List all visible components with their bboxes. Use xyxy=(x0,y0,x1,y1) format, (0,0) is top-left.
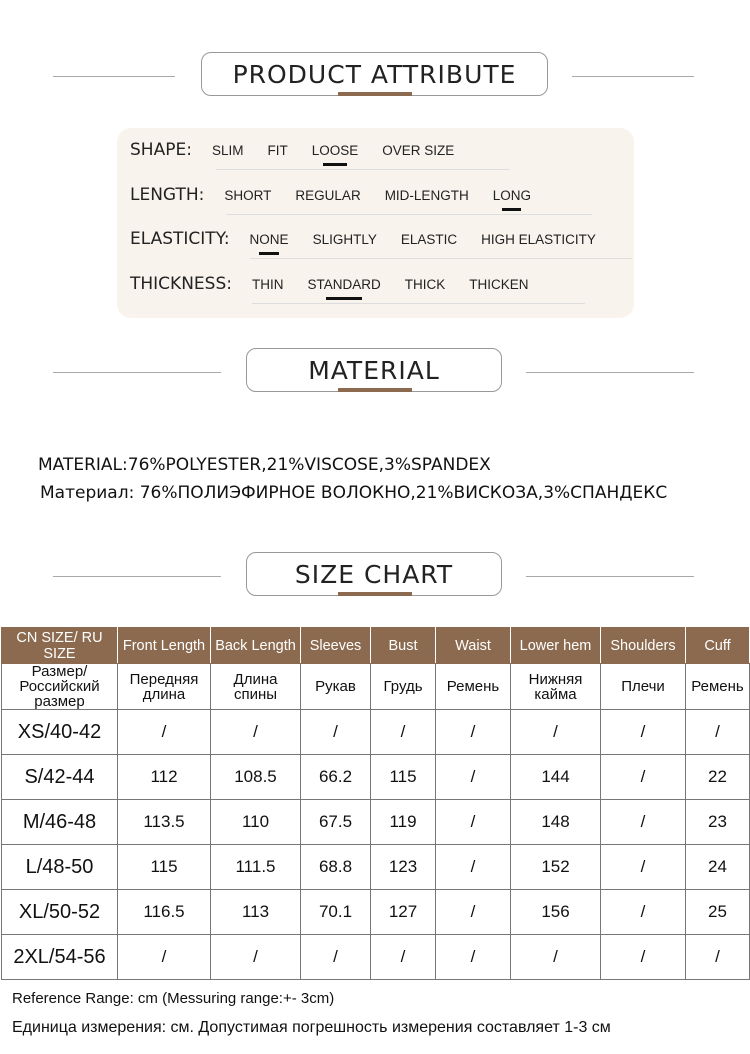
attribute-option: THICK xyxy=(404,277,446,292)
table-cell: / xyxy=(601,890,686,935)
attribute-option: SHORT xyxy=(224,188,272,203)
attribute-option: MID-LENGTH xyxy=(384,188,469,203)
attribute-option: LONG xyxy=(492,188,531,203)
table-cell: 23 xyxy=(686,800,750,845)
attribute-label: THICKNESS: xyxy=(130,274,232,294)
table-row xyxy=(2,845,750,890)
attribute-row xyxy=(130,274,541,304)
table-cell: / xyxy=(686,710,750,755)
attribute-option: ELASTIC xyxy=(400,232,458,247)
table-cell: 70.1 xyxy=(301,890,371,935)
table-row xyxy=(2,800,750,845)
header-row-ru xyxy=(2,664,750,710)
attribute-option: THIN xyxy=(251,277,284,292)
table-cell: Длина спины xyxy=(211,664,301,710)
table-row xyxy=(2,890,750,935)
table-cell: Back Length xyxy=(211,628,301,664)
table-cell: Shoulders xyxy=(601,628,686,664)
table-cell: Front Length xyxy=(118,628,211,664)
table-cell: 25 xyxy=(686,890,750,935)
table-cell: / xyxy=(686,935,750,980)
table-cell: XL/50-52 xyxy=(2,890,118,935)
attribute-label: ELASTICITY: xyxy=(130,229,230,249)
footer-ru: Единица измерения: см. Допустимая погрешность измерения составляет 1-3 см xyxy=(12,1019,611,1036)
table-cell: 113.5 xyxy=(118,800,211,845)
table-cell: Bust xyxy=(371,628,436,664)
attribute-label: LENGTH: xyxy=(130,185,205,205)
attribute-option: FIT xyxy=(267,143,288,158)
attribute-label: SHAPE: xyxy=(130,140,192,160)
table-cell: 127 xyxy=(371,890,436,935)
table-cell: / xyxy=(436,935,511,980)
table-cell: 22 xyxy=(686,755,750,800)
table-cell: 144 xyxy=(511,755,601,800)
footer-en: Reference Range: cm (Messuring range:+- 3cm) xyxy=(12,990,335,1007)
table-cell: / xyxy=(511,935,601,980)
table-cell: 116.5 xyxy=(118,890,211,935)
attribute-option: THICKEN xyxy=(469,277,529,292)
table-cell: / xyxy=(211,710,301,755)
table-cell: Lower hem xyxy=(511,628,601,664)
table-cell: 66.2 xyxy=(301,755,371,800)
material-ru: Материал: 76%ПОЛИЭФИРНОЕ ВОЛОКНО,21%ВИСКОЗА,3%СПАНДЕКС xyxy=(40,483,668,503)
section-material xyxy=(0,348,750,398)
table-cell: S/42-44 xyxy=(2,755,118,800)
table-cell: 119 xyxy=(371,800,436,845)
table-cell: / xyxy=(211,935,301,980)
table-cell: / xyxy=(301,935,371,980)
table-cell: / xyxy=(436,710,511,755)
material-en: MATERIAL:76%POLYESTER,21%VISCOSE,3%SPANDEX xyxy=(38,455,491,475)
table-cell: 152 xyxy=(511,845,601,890)
table-cell: / xyxy=(601,845,686,890)
table-cell: CN SIZE/ RU SIZE xyxy=(2,628,118,664)
table-cell: / xyxy=(601,935,686,980)
table-cell: 115 xyxy=(118,845,211,890)
attribute-option: OVER SIZE xyxy=(382,143,455,158)
attribute-panel xyxy=(117,128,634,318)
attribute-option: LOOSE xyxy=(311,143,359,158)
table-cell: / xyxy=(436,845,511,890)
section-size-chart xyxy=(0,552,750,602)
table-cell: Нижняя кайма xyxy=(511,664,601,710)
table-cell: Waist xyxy=(436,628,511,664)
attribute-option: REGULAR xyxy=(295,188,361,203)
table-cell: Ремень xyxy=(436,664,511,710)
attribute-option: SLIGHTLY xyxy=(312,232,377,247)
table-cell: / xyxy=(436,800,511,845)
table-cell: / xyxy=(436,755,511,800)
table-row xyxy=(2,710,750,755)
attribute-row xyxy=(130,140,466,170)
table-cell: Sleeves xyxy=(301,628,371,664)
attribute-option: HIGH ELASTICITY xyxy=(481,232,596,247)
section-title: PRODUCT ATTRIBUTE xyxy=(201,52,548,96)
table-cell: Размер/ Российский размер xyxy=(2,664,118,710)
attribute-row xyxy=(130,185,543,215)
attribute-option: STANDARD xyxy=(307,277,381,292)
table-cell: 108.5 xyxy=(211,755,301,800)
table-cell: 68.8 xyxy=(301,845,371,890)
table-cell: Cuff xyxy=(686,628,750,664)
table-cell: 67.5 xyxy=(301,800,371,845)
table-cell: 115 xyxy=(371,755,436,800)
table-cell: Грудь xyxy=(371,664,436,710)
section-title: SIZE CHART xyxy=(246,552,502,596)
table-cell: / xyxy=(371,935,436,980)
table-cell: / xyxy=(118,935,211,980)
table-cell: 148 xyxy=(511,800,601,845)
table-cell: XS/40-42 xyxy=(2,710,118,755)
attribute-option: SLIM xyxy=(211,143,244,158)
table-cell: 2XL/54-56 xyxy=(2,935,118,980)
header-row-en xyxy=(2,628,750,664)
table-cell: M/46-48 xyxy=(2,800,118,845)
table-cell: Рукав xyxy=(301,664,371,710)
table-cell: / xyxy=(511,710,601,755)
table-cell: / xyxy=(301,710,371,755)
table-cell: 24 xyxy=(686,845,750,890)
table-cell: 111.5 xyxy=(211,845,301,890)
table-cell: / xyxy=(118,710,211,755)
table-cell: Ремень xyxy=(686,664,750,710)
table-cell: Плечи xyxy=(601,664,686,710)
table-cell: Передняя длина xyxy=(118,664,211,710)
table-cell: / xyxy=(601,710,686,755)
table-row xyxy=(2,935,750,980)
attribute-option: NONE xyxy=(249,232,289,247)
table-row xyxy=(2,755,750,800)
section-product-attribute xyxy=(0,52,750,102)
table-cell: 110 xyxy=(211,800,301,845)
attribute-row xyxy=(130,229,608,259)
table-cell: 113 xyxy=(211,890,301,935)
table-cell: / xyxy=(436,890,511,935)
table-cell: L/48-50 xyxy=(2,845,118,890)
size-chart-table xyxy=(1,627,750,980)
table-cell: 156 xyxy=(511,890,601,935)
table-cell: 112 xyxy=(118,755,211,800)
table-cell: / xyxy=(601,755,686,800)
table-cell: 123 xyxy=(371,845,436,890)
section-title: MATERIAL xyxy=(246,348,502,392)
table-cell: / xyxy=(371,710,436,755)
table-cell: / xyxy=(601,800,686,845)
